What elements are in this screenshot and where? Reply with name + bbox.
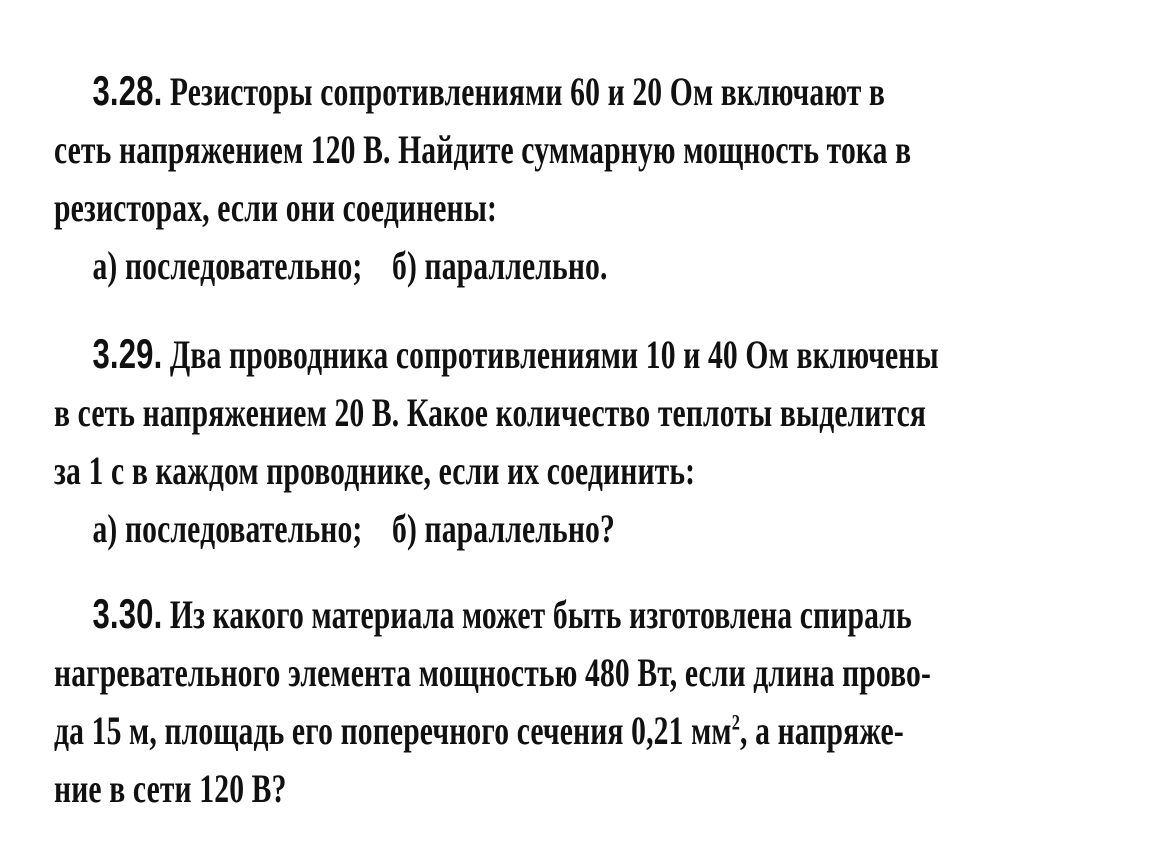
option-b: б) параллельно.: [392, 243, 608, 288]
problem-number: 3.30.: [92, 590, 163, 637]
option-a: а) последовательно;: [92, 243, 363, 288]
problem-text: нагревательного элемента мощностью 480 Вт, если длина прово-: [54, 650, 931, 695]
problem-3-28: [54, 62, 1084, 295]
option-a: а) последовательно;: [92, 506, 363, 551]
problem-line: [54, 179, 816, 237]
problem-text: резисторах, если они соединены:: [54, 185, 498, 230]
problem-options: [54, 500, 816, 558]
problem-options: [54, 237, 816, 295]
problem-text: Резисторы сопротивлениями 60 и 20 Ом включают в: [169, 69, 886, 114]
problem-text: Из какого материала может быть изготовлена спираль: [169, 592, 912, 637]
problem-line: [54, 702, 904, 760]
problem-line: [54, 384, 927, 442]
problem-line: [54, 121, 912, 179]
problem-line: [54, 62, 886, 121]
problem-3-29: [54, 325, 1084, 558]
problem-number: 3.28.: [92, 67, 163, 114]
problem-text: Два проводника сопротивлениями 10 и 40 Ом включены: [169, 332, 939, 377]
problem-text: в сеть напряжением 20 В. Какое количество теплоты выделится: [54, 390, 927, 435]
problem-text: сеть напряжением 120 В. Найдите суммарную мощность тока в: [54, 127, 912, 172]
problem-line: [54, 585, 912, 644]
problem-line: [54, 760, 816, 818]
problem-text: ние в сети 120 В?: [54, 766, 287, 811]
problem-3-30: [54, 585, 1084, 818]
problem-text: да 15 м, площадь его поперечного сечения 0,21 мм: [54, 708, 732, 753]
problem-number: 3.29.: [92, 330, 163, 377]
problem-text: за 1 с в каждом проводнике, если их соединить:: [54, 448, 696, 493]
option-b: б) параллельно?: [392, 506, 615, 551]
problem-line: [54, 644, 931, 702]
problem-line: [54, 442, 816, 500]
problem-line: [54, 325, 939, 384]
superscript-exponent: 2: [731, 709, 740, 735]
problem-text: , а напряже-: [739, 708, 904, 753]
